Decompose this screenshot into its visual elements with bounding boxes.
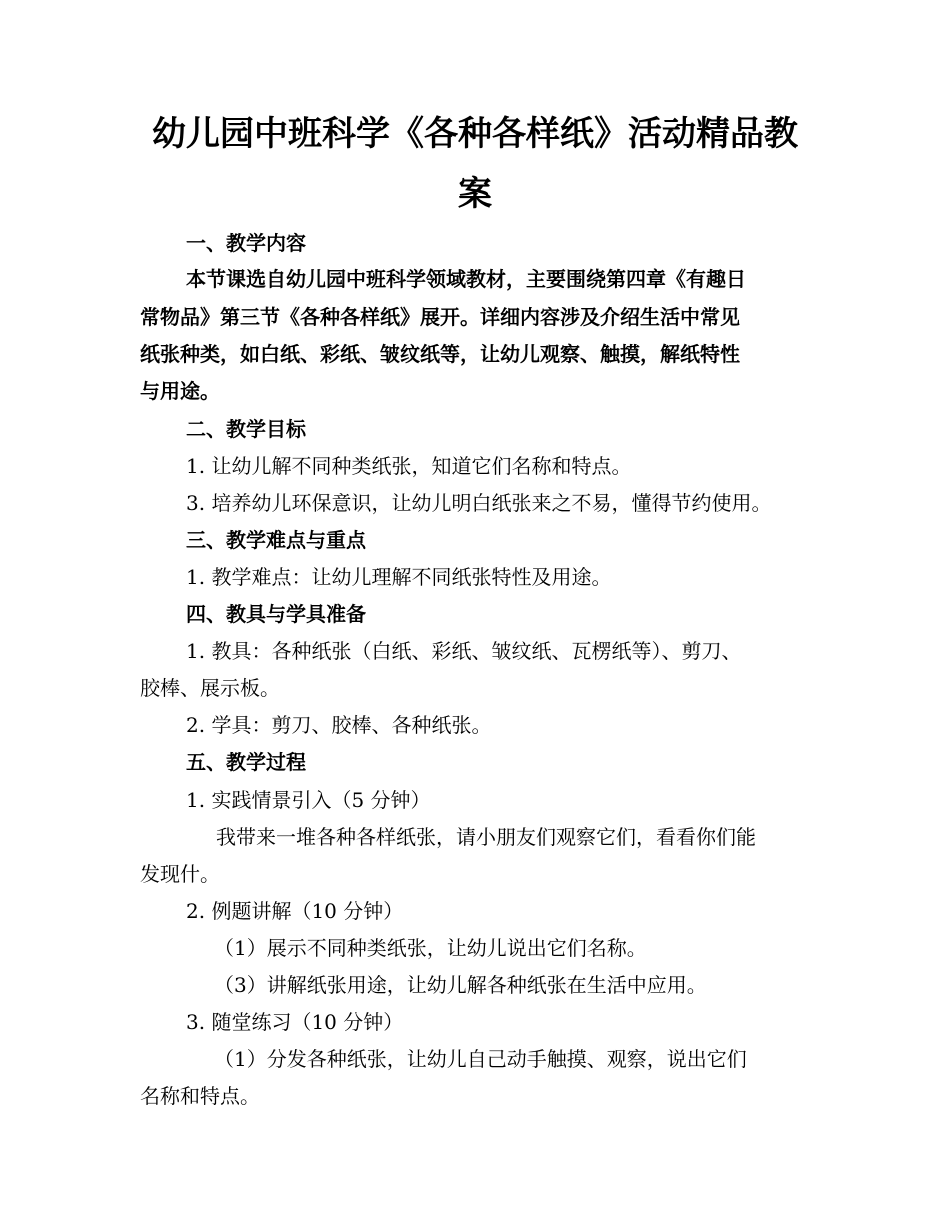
document-title-line-1: 幼儿园中班科学《各种各样纸》活动精品教 [152,114,798,154]
section-heading-materials: 四、教具与学具准备 [186,602,366,626]
list-item: 3. 培养幼儿环保意识，让幼儿明白纸张来之不易，懂得节约使用。 [186,491,772,515]
section-heading-goals: 二、教学目标 [186,417,306,441]
paragraph-line: 常物品》第三节《各种各样纸》展开。详细内容涉及介绍生活中常见 [140,305,740,329]
paragraph-line: 纸张种类，如白纸、彩纸、皱纹纸等，让幼儿观察、触摸，解纸特性 [140,342,740,366]
paragraph-line: 我带来一堆各种各样纸张，请小朋友们观察它们，看看你们能 [216,825,756,849]
list-item: 1. 教学难点：让幼儿理解不同纸张特性及用途。 [186,565,612,589]
section-heading-difficulties: 三、教学难点与重点 [186,528,366,552]
section-heading-content: 一、教学内容 [186,231,306,255]
paragraph-line: 发现什。 [140,862,220,886]
list-item: 1. 实践情景引入（5 分钟） [186,788,431,812]
section-heading-process: 五、教学过程 [186,750,306,774]
paragraph-line: 本节课选自幼儿园中班科学领域教材，主要围绕第四章《有趣日 [186,267,746,291]
sub-list-item: （1）分发各种纸张，让幼儿自己动手触摸、观察，说出它们 [214,1047,747,1071]
list-item: 2. 学具：剪刀、胶棒、各种纸张。 [186,713,492,737]
paragraph-line: 与用途。 [140,379,220,403]
list-item: 3. 随堂练习（10 分钟） [186,1010,404,1034]
list-item-continuation: 胶棒、展示板。 [140,676,280,700]
list-item: 1. 教具：各种纸张（白纸、彩纸、皱纹纸、瓦楞纸等）、剪刀、 [186,639,742,663]
list-item: 2. 例题讲解（10 分钟） [186,899,404,923]
list-item-continuation: 名称和特点。 [140,1084,260,1108]
list-item: 1. 让幼儿解不同种类纸张，知道它们名称和特点。 [186,454,632,478]
document-title-line-2: 案 [458,174,492,214]
sub-list-item: （3）讲解纸张用途，让幼儿解各种纸张在生活中应用。 [214,973,707,997]
sub-list-item: （1）展示不同种类纸张，让幼儿说出它们名称。 [214,936,647,960]
